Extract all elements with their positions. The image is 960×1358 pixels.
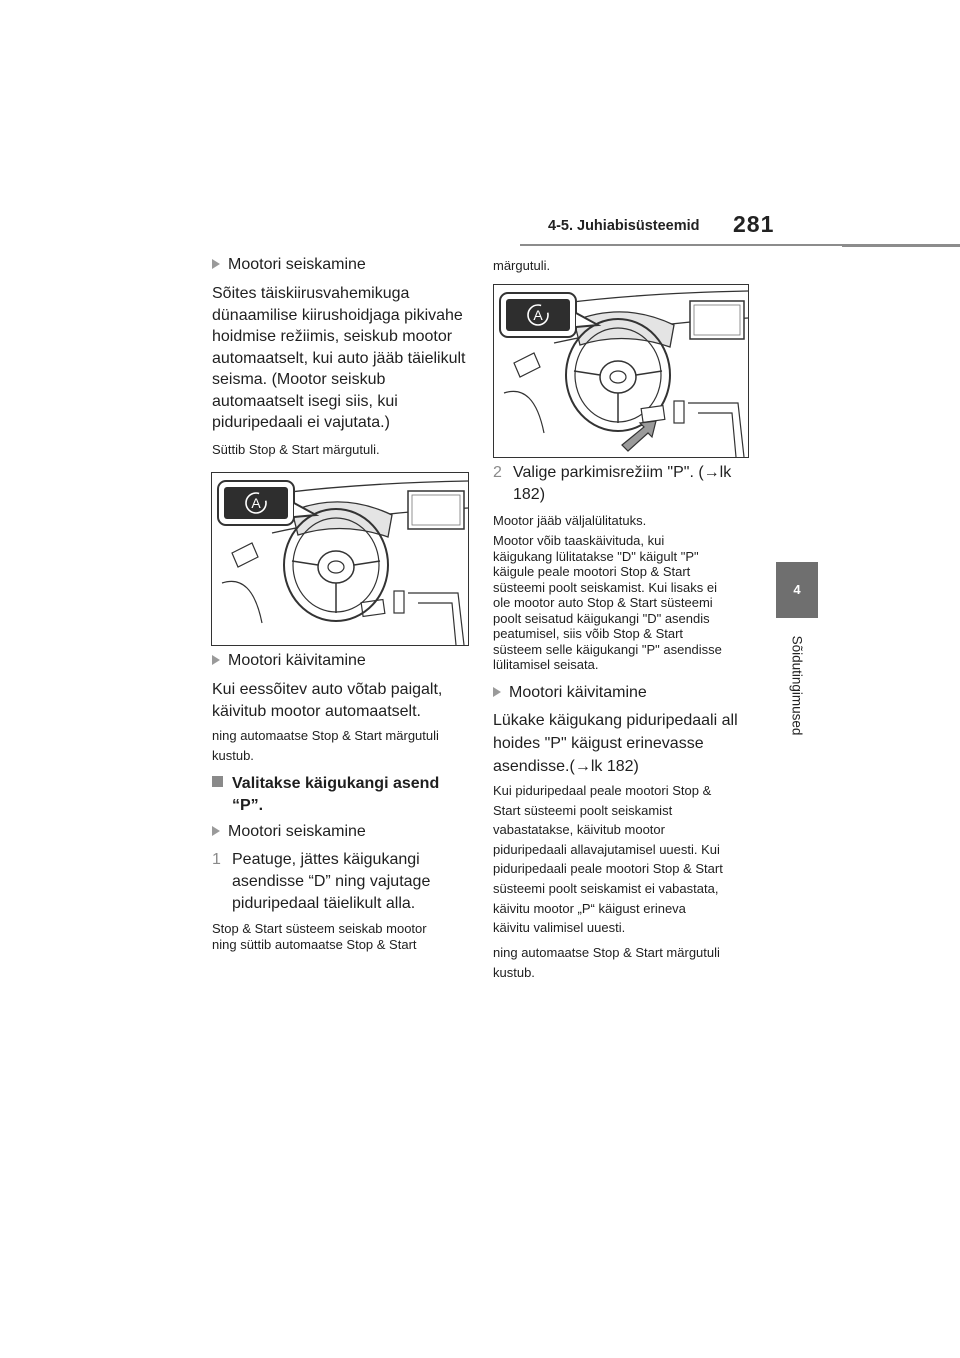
- indicator-letter-a: A: [251, 495, 261, 511]
- note-engine-off: Mootor jääb väljalülitatuks.: [493, 513, 647, 528]
- note-indicator-off: ning automaatse Stop & Start märgutuli kustub.: [212, 728, 439, 763]
- chapter-number: 4: [793, 582, 801, 597]
- section-title: 4-5. Juhiabisüsteemid: [548, 218, 700, 234]
- dashboard-brake-illustration: [493, 284, 749, 458]
- paragraph-engine-stop: Sõites täiskiirusvahemikuga dünaamilise kiirushoidjaga pikivahe hoidmise režiimis, seiskub mootor automaatselt, kui auto jääb täielikult seisma. (Mootor seiskub automaatselt isegi siis, kui piduripedaali ei vajutata.): [212, 285, 466, 431]
- dashboard-drawing: [212, 473, 468, 645]
- note-indicator-off-2: ning automaatse Stop & Start märgutuli kustub.: [493, 945, 720, 980]
- dashboard-brake-drawing: [494, 285, 748, 457]
- step-number: 1: [212, 851, 221, 868]
- paragraph-engine-start: Kui eessõitev auto võtab paigalt, käivitub mootor automaatselt.: [212, 681, 443, 720]
- triangle-bullet-icon: [212, 826, 220, 836]
- subheading-engine-stop: Mootori seiskamine: [212, 256, 366, 274]
- note-step-1: Stop & Start süsteem seiskab mootor ning süttib automaatse Stop & Start: [212, 921, 427, 952]
- note-brake-release: Kui piduripedaal peale mootori Stop & Start süsteemi poolt seiskamist vabastatakse, käivitub mootor piduripedaali allavajutamisel uuesti. Kui piduripedaali peale mootori Stop & Start süsteemi poolt seiskamist ei vabastata, käivitu mootor „P“ käigust erineva käivitu valimisel uuesti.: [493, 783, 723, 936]
- paragraph-engine-start-2: Lükake käigukang piduripedaali all hoides "P" käigust erinevasse asendisse.(→lk 182): [493, 712, 738, 775]
- subheading-engine-start: Mootori käivitamine: [212, 652, 366, 670]
- section-heading-p-position: Valitakse käigukangi asend “P”.: [212, 773, 439, 817]
- subheading-engine-start-2: Mootori käivitamine: [493, 684, 647, 702]
- header-rule-thick: [842, 244, 960, 247]
- indicator-letter-a: A: [533, 307, 543, 323]
- triangle-bullet-icon: [493, 687, 501, 697]
- dashboard-illustration: [211, 472, 469, 646]
- note-restart-conditions: Mootor võib taaskäivituda, kui käigukang lülitatakse "D" käigult "P" käigule peale mootori Stop & Start süsteemi poolt seiskamist. Kui lisaks ei ole mootor auto Stop & Start süsteemi poolt seisatud käigukangi "D" asendis peatumisel, siis võib Stop & Start süsteem selle käigukangi "P" asendisse lülitamisel seisata.: [493, 533, 722, 672]
- note-continued: märgutuli.: [493, 258, 551, 273]
- triangle-bullet-icon: [212, 655, 220, 665]
- page-number: 281: [733, 211, 775, 237]
- step-1: 1 Peatuge, jättes käigukangi asendisse “D” ning vajutage piduripedaal täielikult alla.: [212, 851, 431, 912]
- square-bullet-icon: [212, 776, 223, 787]
- triangle-bullet-icon: [212, 259, 220, 269]
- header-rule: [520, 244, 842, 246]
- chapter-label: Sõidutingimused: [789, 635, 805, 736]
- step-number: 2: [493, 464, 502, 481]
- subheading-engine-stop-2: Mootori seiskamine: [212, 823, 366, 841]
- note-indicator-on: Süttib Stop & Start märgutuli.: [212, 442, 380, 457]
- step-2: 2 Valige parkimisrežiim "P". (→lk 182): [493, 464, 732, 503]
